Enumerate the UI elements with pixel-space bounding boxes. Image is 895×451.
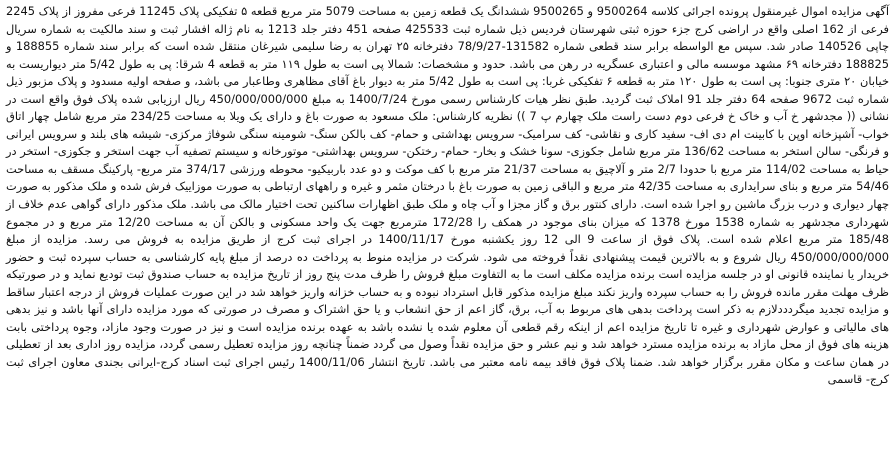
notice-body-text: آگهی مزایده اموال غیرمنقول پرونده اجرائی کلاسه 9500264 و 9500265 ششدانگ یک قطعه زمین به مساحت 5079 متر مربع قطعه ۵ تفکیکی پلاک 11245 فرعی مفروز از پلاک 2245 فرعی از 162 اصلی واقع در اراضی کرج جزء حوزه ثبتی شهرستان فردیس ذیل شماره ثبت 425533 صفحه 451 دفتر جلد 1213 به نام ژاله افشار ثبت و سند مالکیت به شماره سریال چاپی 140526 صادر شد. سپس مع الواسطه برابر سند قطعی شماره 131582-78/9/27 دفترخانه ۲۵ تهران به رضا سلیمی شیرغان منتقل شده است که برابر سند شماره 188855 و 188825 دفترخانه ۶۹ مشهد موسسه مالی و اعتباری عسگریه در رهن می باشد. حدود و مشخصات: شمالا پی است به طول ۱۱۹ متر به قطعه 4 شرقا: پی به طول 5/42 متر دیواریست به خیابان ۲۰ متری جنوبا: پی است به طول ۱۲۰ متر به قطعه ۶ تفکیکی غربا: پی است به طول 5/42 متر به دیوار باغ آقای مظاهری وطاعبار می باشد، و صفحه اولیه مسدود و پلاک مزبور ذیل شماره ثبت 9672 صفحه 64 دفتر جلد 91 املاک ثبت گردید. طبق نظر هیات کارشناس رسمی مورخ 1400/7/24 به مبلغ 450/000/000/000 ریال ارزیابی شده پلاک فوق واقع است در نشانی (( مجدشهر خ آب و خاک خ فرعی دوم دست راست ملک چهارم پ 7 )) نظریه کارشناس: ملک مسعود به صورت باغ و دارای یک ویلا به مساحت 234/25 متر مربع شامل چهار اتاق خواب- آشپزخانه اوپن با کابینت ام دی اف- سفید کاری و نقاشی- کف سرامیک- سرویس بهداشتی و حمام- کف بالکن سنگ- شومینه سنگی شوفاژ مرکزی- شیشه های بلند و سرویس ایرانی و فرنگی- سالن استخر به مساحت 136/62 متر مربع شامل جکوزی- سونا خشک و بخار- حمام- رختکن- سرویس بهداشتی- موتورخانه و سیستم تصفیه آب جهت استخر و جکوزی- استخر در حیاط به مساحت 114/02 متر مربع با حدودا 2/7 متر و آلاچیق به مساحت 21/37 متر مربع با کف موکت و دو عدد باربیکیو- محوطه ورزشی 374/17 متر مربع- پارکینگ مسقف به مساحت 54/46 متر مربع و بنای سرایداری به مساحت 42/35 متر مربع و الباقی زمین به صورت باغ با درختان مثمر و غیره و راههای ارتباطی به صورت موزاییک فرش شده و ملک مذکور به صورت چهار دیواری و درب بزرگ ماشین رو اجرا شده است. دارای کنتور برق و گاز مجزا و آب چاه و ملک طبق اظهارات ساکنین تحت اختیار مالک می باشد. ملک مذکور دارای گواهی عدم خلاف از شهرداری مجدشهر به شماره 1538 مورخ 1378 که میزان بنای موجود در همکف را 172/28 مترمربع جهت یک واحد مسکونی و بالکن آن به مساحت 12/20 متر مربع و در مجموع 185/48 متر مربع اعلام شده است. پلاک فوق از ساعت 9 الی 12 روز یکشنبه مورخ 1400/11/17 در اجرای ثبت کرج از طریق مزایده به فروش می رسد. مزایده از مبلغ 450/000/000/000 ریال شروع و به بالاترین قیمت پیشنهادی نقداً فروخته می شود. شرکت در مزایده منوط به پرداخت ده درصد از مبلغ پایه کارشناسی به حساب سپرده ثبت و حضور خریدار یا نماینده قانونی او در جلسه مزایده است برنده مزایده مکلف است ما به التفاوت مبلغ فروش را ظرف مدت پنج روز از تاریخ مزایده به حساب صندوق ثبت تودیع نماید و در صورتیکه ظرف مهلت مقرر مانده فروش را به حساب سپرده واریز نکند مبلغ مزایده مذکور قابل استرداد نبوده و به حساب خزانه واریز خواهد شد در این صورت عملیات فروش از درجه اعتبار ساقط و مزایده تجدید میگردددلازم به ذکر است پرداخت بدهی های مربوط به آب، برق، گاز اعم از حق انشعاب و یا حق اشتراک و مصرف در صورتی که مورد مزایده دارای آنها باشد و نیز بدهی های مالیاتی و عوارض شهرداری و غیره تا تاریخ مزایده اعم از اینکه رقم قطعی آن معلوم شده یا نشده باشد به عهده برنده مزایده است و نیز در صورت وجود مازاد، وجوه پرداختی بابت هزینه های فوق از محل مازاد به برنده مزایده مسترد خواهد شد و نیم عشر و حق مزایده نقداً وصول می گردد ضمناً چنانچه روز مزایده تعطیل رسمی گردد، مزایده روز اداری بعد از تعطیلی در همان ساعت و مکان مقرر برگزار خواهد شد. ضمنا پلاک فوق فاقد بیمه نامه معتبر می باشد. تاریخ انتشار 1400/11/06 رئیس اجرای ثبت اسناد کرج-ایرانی بجندی معاون اجرای ثبت کرج- قاسمی <box>6 4 890 387</box>
